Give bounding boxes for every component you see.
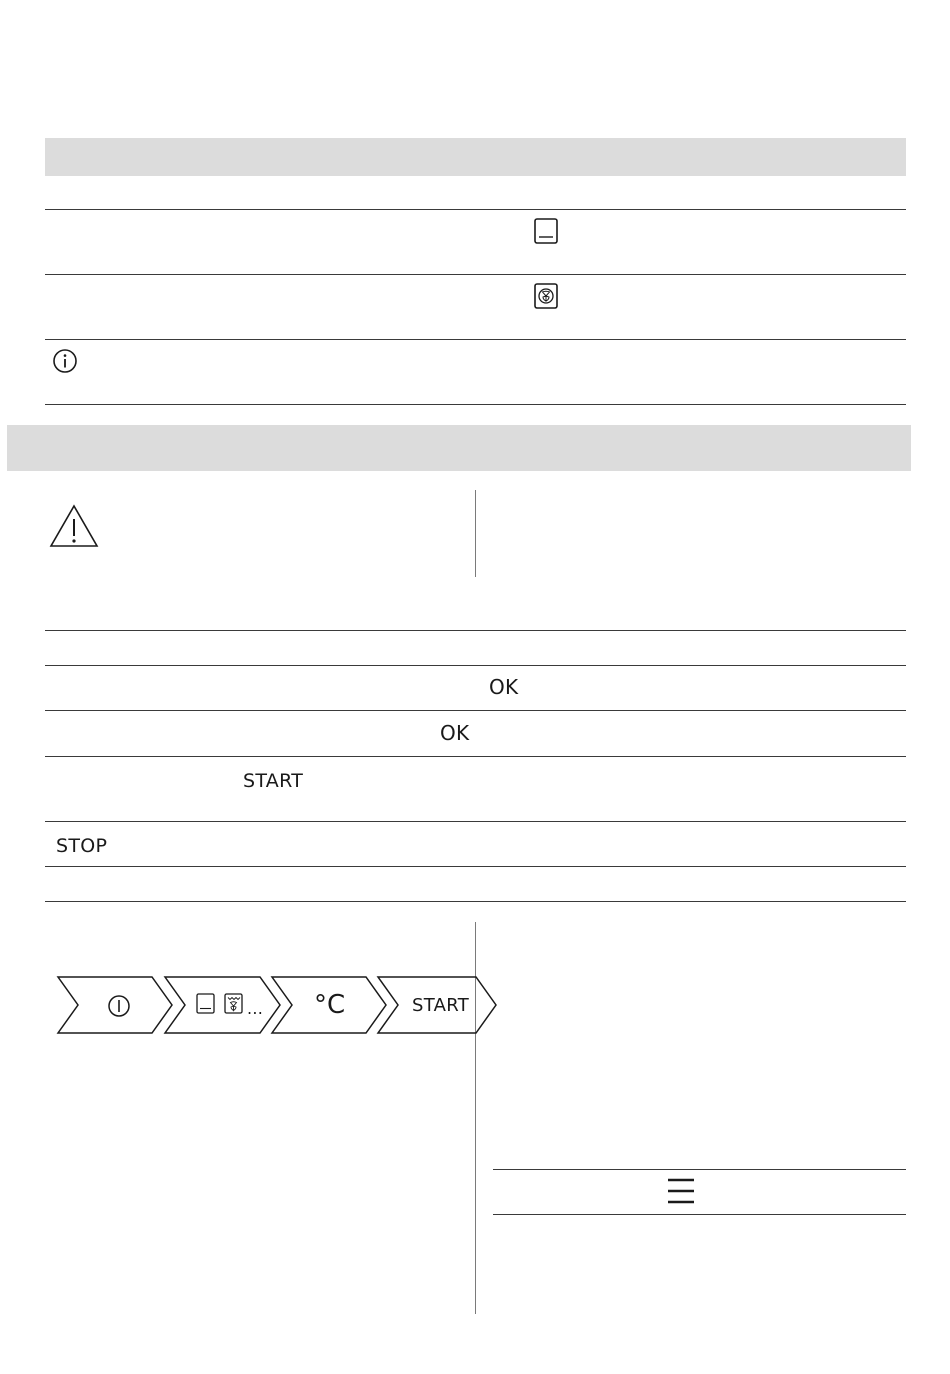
steps-divider-6 <box>45 866 906 867</box>
sequence-ellipsis: ... <box>247 999 264 1018</box>
menu-icon <box>666 1177 696 1205</box>
column-divider-1 <box>475 490 476 577</box>
fan-small-icon <box>225 994 242 1013</box>
steps-divider-5 <box>45 821 906 822</box>
section-header-band-2 <box>7 425 911 471</box>
menu-table-divider-1 <box>493 1169 906 1170</box>
start-label-row4: START <box>243 770 304 792</box>
oven-small-icon <box>197 994 214 1013</box>
menu-table-divider-2 <box>493 1214 906 1215</box>
steps-divider-7 <box>45 901 906 902</box>
steps-divider-4 <box>45 756 906 757</box>
steps-divider-3 <box>45 710 906 711</box>
ok-label-row3: OK <box>440 721 470 745</box>
table1-divider-4 <box>45 404 906 405</box>
oven-rectangle-icon <box>534 218 558 244</box>
table1-divider-3 <box>45 339 906 340</box>
warning-triangle-icon <box>48 503 100 549</box>
info-icon <box>52 348 78 374</box>
chevron-step-1 <box>58 977 172 1033</box>
steps-divider-1 <box>45 630 906 631</box>
stop-label-row5: STOP <box>56 835 108 857</box>
table1-divider-1 <box>45 209 906 210</box>
power-icon <box>109 996 129 1016</box>
steps-divider-2 <box>45 665 906 666</box>
fan-icon <box>534 283 558 309</box>
table1-divider-2 <box>45 274 906 275</box>
ok-label-row2: OK <box>489 675 519 699</box>
sequence-start-label: START <box>412 995 470 1016</box>
section-header-band-1 <box>45 138 906 176</box>
temperature-celsius-label: °C <box>314 990 346 1020</box>
